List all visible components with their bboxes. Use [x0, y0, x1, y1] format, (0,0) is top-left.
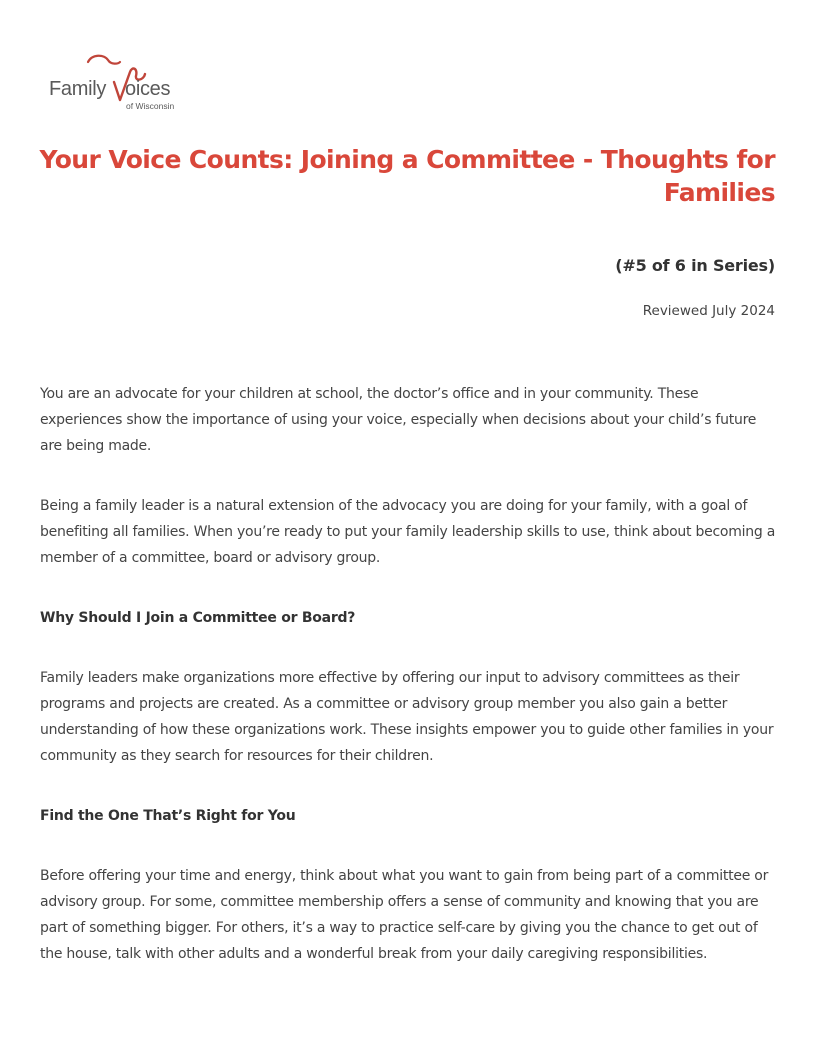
- logo-family-text: Family: [49, 78, 107, 100]
- logo-voices-text: oices: [125, 78, 171, 100]
- family-voices-logo: [48, 52, 188, 114]
- paragraph-before-offering: Before offering your time and energy, think about what you want to gain from being part of a committee or advisory group. For some, committee membership offers a sense of community and knowing that you are part of something bigger. For others, it’s a way to practice self-care by giving you the chance to get out of the house, talk with other adults and a wonderful break from your daily caregiving responsibilities.: [40, 868, 769, 962]
- document-body: [40, 381, 778, 1001]
- heading-why-join: Why Should I Join a Committee or Board?: [40, 610, 356, 626]
- reviewed-date: Reviewed July 2024: [642, 303, 775, 319]
- paragraph-advocate: You are an advocate for your children at school, the doctor’s office and in your community. These experiences show the importance of using your voice, especially when decisions about your child’s future are being made.: [40, 386, 757, 454]
- heading-find-one: Find the One That’s Right for You: [40, 808, 296, 824]
- series-label: (#5 of 6 in Series): [615, 256, 775, 275]
- paragraph-family-leader: Being a family leader is a natural extension of the advocacy you are doing for your family, with a goal of benefiting all families. When you’re ready to put your family leadership skills to use, think about becoming a member of a committee, board or advisory group.: [40, 498, 776, 566]
- paragraph-organizations: Family leaders make organizations more effective by offering our input to advisory committees as their programs and projects are created. As a committee or advisory group member you also gain a better understanding of how these organizations work. These insights empower you to guide other families in your community as they search for resources for their children.: [40, 670, 774, 764]
- logo-subtitle: of Wisconsin: [126, 101, 175, 111]
- document-title: Your Voice Counts: Joining a Committee - Thoughts for Families: [39, 145, 775, 207]
